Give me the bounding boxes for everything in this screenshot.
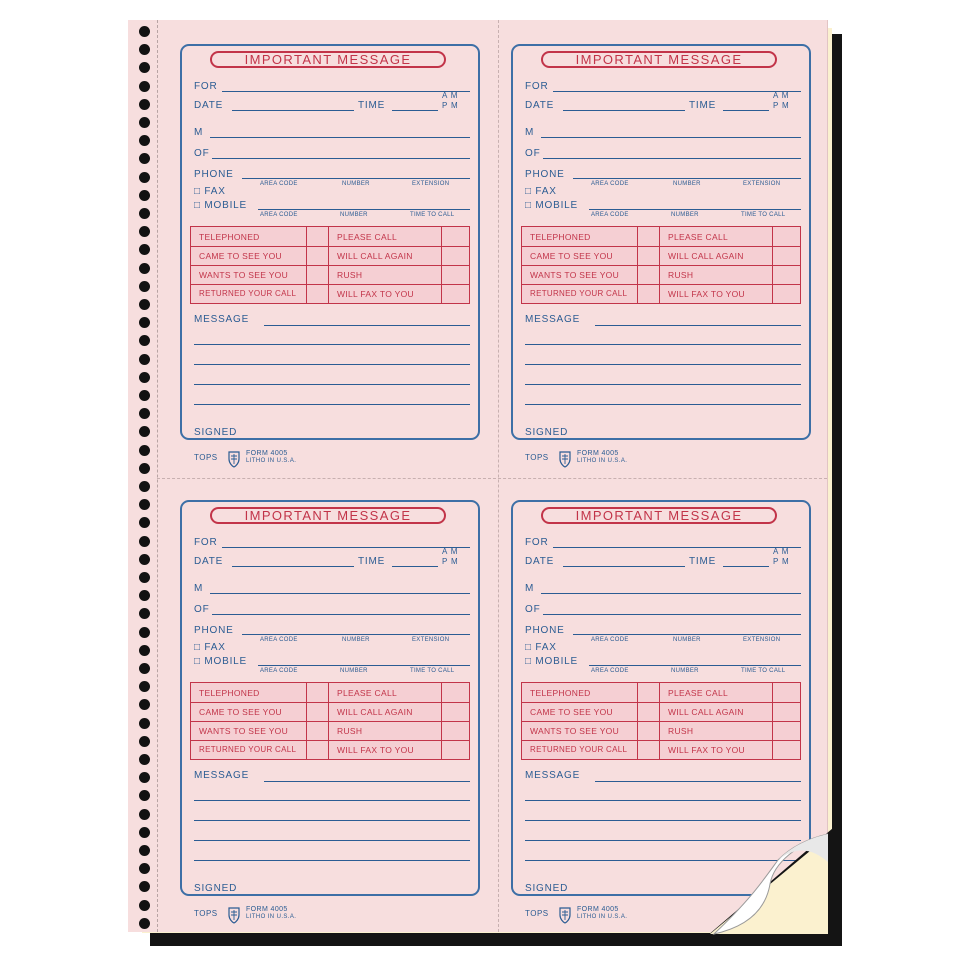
extension-caption: EXTENSION [743, 637, 781, 643]
binding-hole [139, 62, 150, 73]
phone-field[interactable] [242, 634, 470, 635]
binding-hole [139, 208, 150, 219]
message-line[interactable] [194, 840, 470, 841]
signed-label: SIGNED [194, 883, 238, 894]
area-code-caption: AREA CODE [260, 212, 298, 218]
mobile-checkbox-label[interactable]: □ MOBILE [525, 200, 579, 211]
fax-checkbox-label[interactable]: □ FAX [525, 186, 557, 197]
message-label: MESSAGE [194, 314, 250, 325]
message-line[interactable] [595, 325, 801, 326]
will-call-again-checkbox[interactable]: WILL CALL AGAIN [668, 251, 744, 261]
pm-label[interactable]: P M [442, 557, 459, 566]
date-label: DATE [525, 100, 555, 111]
grid-row-divider [191, 246, 469, 247]
binding-hole [139, 372, 150, 383]
date-label: DATE [525, 556, 555, 567]
mobile-checkbox-label[interactable]: □ MOBILE [194, 656, 248, 667]
binding-hole [139, 754, 150, 765]
checkbox-grid [521, 682, 801, 760]
grid-row-divider [191, 740, 469, 741]
message-line[interactable] [264, 325, 470, 326]
binding-hole [139, 390, 150, 401]
binding-hole [139, 354, 150, 365]
returned-call-checkbox[interactable]: RETURNED YOUR CALL [530, 745, 628, 754]
binding-hole [139, 772, 150, 783]
am-label[interactable]: A M [442, 91, 459, 100]
binding-hole [139, 554, 150, 565]
returned-call-checkbox[interactable]: RETURNED YOUR CALL [199, 745, 297, 754]
binding-hole [139, 44, 150, 55]
telephoned-checkbox[interactable]: TELEPHONED [199, 232, 260, 242]
m-label: M [525, 127, 535, 138]
of-field[interactable] [543, 158, 801, 159]
message-line[interactable] [194, 384, 470, 385]
binding-hole [139, 226, 150, 237]
pm-label[interactable]: P M [773, 101, 790, 110]
message-line[interactable] [595, 781, 801, 782]
rush-checkbox[interactable]: RUSH [668, 726, 694, 736]
date-field[interactable] [563, 110, 685, 111]
binding-hole [139, 445, 150, 456]
mobile-field[interactable] [589, 209, 801, 210]
came-to-see-checkbox[interactable]: CAME TO SEE YOU [199, 707, 282, 717]
phone-label: PHONE [194, 169, 234, 180]
slip-title: IMPORTANT MESSAGE [210, 507, 446, 524]
rush-checkbox[interactable]: RUSH [337, 270, 363, 280]
area-code-caption: AREA CODE [591, 212, 629, 218]
phone-field[interactable] [573, 634, 801, 635]
grid-row-divider [522, 284, 800, 285]
checkbox-grid [190, 226, 470, 304]
message-line[interactable] [525, 404, 801, 405]
time-to-call-caption: TIME TO CALL [410, 212, 455, 218]
form-number: FORM 4005 [577, 450, 619, 457]
signed-field[interactable] [250, 436, 470, 437]
of-label: OF [194, 604, 210, 615]
message-line[interactable] [194, 364, 470, 365]
binding-hole [139, 536, 150, 547]
will-call-again-checkbox[interactable]: WILL CALL AGAIN [337, 251, 413, 261]
form-number: FORM 4005 [577, 906, 619, 913]
wants-to-see-checkbox[interactable]: WANTS TO SEE YOU [199, 270, 289, 280]
signed-label: SIGNED [194, 427, 238, 438]
union-label-icon [558, 450, 572, 468]
area-code-caption: AREA CODE [591, 668, 629, 674]
time-label: TIME [358, 100, 386, 111]
grid-row-divider [522, 721, 800, 722]
binding-hole [139, 736, 150, 747]
extension-caption: EXTENSION [412, 181, 450, 187]
phone-label: PHONE [525, 169, 565, 180]
will-call-again-checkbox[interactable]: WILL CALL AGAIN [668, 707, 744, 717]
binding-hole [139, 317, 150, 328]
form-footer [194, 450, 394, 472]
am-label[interactable]: A M [773, 547, 790, 556]
fax-checkbox-label[interactable]: □ FAX [525, 642, 557, 653]
message-line[interactable] [264, 781, 470, 782]
pm-label[interactable]: P M [773, 557, 790, 566]
for-label: FOR [525, 81, 549, 92]
extension-caption: EXTENSION [743, 181, 781, 187]
binding-hole [139, 499, 150, 510]
fax-checkbox-label[interactable]: □ FAX [194, 186, 226, 197]
mobile-checkbox-label[interactable]: □ MOBILE [194, 200, 248, 211]
returned-call-checkbox[interactable]: RETURNED YOUR CALL [199, 289, 297, 298]
grid-row-divider [522, 702, 800, 703]
of-label: OF [525, 604, 541, 615]
please-call-checkbox[interactable]: PLEASE CALL [337, 688, 397, 698]
area-code-caption: AREA CODE [260, 181, 298, 187]
brand-mark: TOPS [525, 909, 549, 918]
came-to-see-checkbox[interactable]: CAME TO SEE YOU [199, 251, 282, 261]
form-footer [194, 906, 394, 928]
grid-row-divider [522, 265, 800, 266]
mobile-field[interactable] [589, 665, 801, 666]
binding-hole [139, 608, 150, 619]
for-field[interactable] [553, 547, 801, 548]
phone-label: PHONE [525, 625, 565, 636]
m-label: M [194, 583, 204, 594]
brand-mark: TOPS [194, 909, 218, 918]
litho-mark: LITHO IN U.S.A. [577, 458, 628, 464]
message-slip [511, 44, 811, 474]
please-call-checkbox[interactable]: PLEASE CALL [668, 688, 728, 698]
union-label-icon [227, 450, 241, 468]
date-label: DATE [194, 100, 224, 111]
area-code-caption: AREA CODE [260, 668, 298, 674]
binding-hole [139, 663, 150, 674]
horizontal-perforation [157, 478, 827, 479]
binding-hole [139, 590, 150, 601]
checkbox-grid [521, 226, 801, 304]
phone-field[interactable] [573, 178, 801, 179]
union-label-icon [558, 906, 572, 924]
am-label[interactable]: A M [773, 91, 790, 100]
page-curl-icon[interactable] [700, 822, 840, 942]
of-field[interactable] [543, 614, 801, 615]
time-field[interactable] [392, 566, 438, 567]
message-label: MESSAGE [194, 770, 250, 781]
message-line[interactable] [525, 364, 801, 365]
of-label: OF [525, 148, 541, 159]
binding-hole [139, 681, 150, 692]
form-footer [525, 450, 725, 472]
binding-hole [139, 517, 150, 528]
binding-hole [139, 845, 150, 856]
date-field[interactable] [563, 566, 685, 567]
binding-hole [139, 426, 150, 437]
binding-hole [139, 863, 150, 874]
binding-hole [139, 299, 150, 310]
telephoned-checkbox[interactable]: TELEPHONED [530, 688, 591, 698]
grid-row-divider [191, 284, 469, 285]
for-field[interactable] [222, 91, 470, 92]
area-code-caption: AREA CODE [591, 181, 629, 187]
message-slip [180, 44, 480, 474]
date-field[interactable] [232, 566, 354, 567]
message-slip [180, 500, 480, 930]
litho-mark: LITHO IN U.S.A. [246, 914, 297, 920]
binding-hole [139, 790, 150, 801]
binding-hole [139, 335, 150, 346]
message-line[interactable] [194, 800, 470, 801]
date-field[interactable] [232, 110, 354, 111]
binding-hole [139, 463, 150, 474]
message-line[interactable] [194, 344, 470, 345]
litho-mark: LITHO IN U.S.A. [246, 458, 297, 464]
number-caption: NUMBER [671, 212, 699, 218]
number-caption: NUMBER [342, 637, 370, 643]
returned-call-checkbox[interactable]: RETURNED YOUR CALL [530, 289, 628, 298]
binding-hole [139, 263, 150, 274]
binding-hole [139, 627, 150, 638]
slip-title: IMPORTANT MESSAGE [541, 507, 777, 524]
grid-row-divider [522, 740, 800, 741]
signed-label: SIGNED [525, 883, 569, 894]
for-label: FOR [525, 537, 549, 548]
area-code-caption: AREA CODE [591, 637, 629, 643]
message-line[interactable] [525, 820, 801, 821]
time-label: TIME [689, 556, 717, 567]
grid-row-divider [191, 265, 469, 266]
will-fax-checkbox[interactable]: WILL FAX TO YOU [668, 745, 745, 755]
area-code-caption: AREA CODE [260, 637, 298, 643]
rush-checkbox[interactable]: RUSH [337, 726, 363, 736]
message-book-page [128, 20, 828, 932]
number-caption: NUMBER [671, 668, 699, 674]
pm-label[interactable]: P M [442, 101, 459, 110]
binding-hole [139, 117, 150, 128]
number-caption: NUMBER [340, 212, 368, 218]
telephoned-checkbox[interactable]: TELEPHONED [199, 688, 260, 698]
binding-hole [139, 809, 150, 820]
message-line[interactable] [194, 860, 470, 861]
spiral-binding-holes [136, 22, 154, 930]
binding-hole [139, 408, 150, 419]
for-label: FOR [194, 81, 218, 92]
wants-to-see-checkbox[interactable]: WANTS TO SEE YOU [530, 726, 620, 736]
telephoned-checkbox[interactable]: TELEPHONED [530, 232, 591, 242]
slip-title: IMPORTANT MESSAGE [210, 51, 446, 68]
signed-label: SIGNED [525, 427, 569, 438]
m-field[interactable] [541, 593, 801, 594]
binding-perforation [157, 20, 158, 932]
please-call-checkbox[interactable]: PLEASE CALL [668, 232, 728, 242]
signed-field[interactable] [250, 892, 470, 893]
m-field[interactable] [210, 137, 470, 138]
wants-to-see-checkbox[interactable]: WANTS TO SEE YOU [530, 270, 620, 280]
m-label: M [194, 127, 204, 138]
will-call-again-checkbox[interactable]: WILL CALL AGAIN [337, 707, 413, 717]
binding-hole [139, 81, 150, 92]
binding-hole [139, 135, 150, 146]
date-label: DATE [194, 556, 224, 567]
of-label: OF [194, 148, 210, 159]
binding-hole [139, 26, 150, 37]
number-caption: NUMBER [340, 668, 368, 674]
message-label: MESSAGE [525, 314, 581, 325]
binding-hole [139, 190, 150, 201]
extension-caption: EXTENSION [412, 637, 450, 643]
time-to-call-caption: TIME TO CALL [741, 668, 786, 674]
time-to-call-caption: TIME TO CALL [741, 212, 786, 218]
will-fax-checkbox[interactable]: WILL FAX TO YOU [337, 289, 414, 299]
binding-hole [139, 99, 150, 110]
number-caption: NUMBER [673, 637, 701, 643]
phone-label: PHONE [194, 625, 234, 636]
am-label[interactable]: A M [442, 547, 459, 556]
for-label: FOR [194, 537, 218, 548]
message-line[interactable] [194, 404, 470, 405]
grid-row-divider [522, 246, 800, 247]
will-fax-checkbox[interactable]: WILL FAX TO YOU [337, 745, 414, 755]
for-field[interactable] [553, 91, 801, 92]
form-footer [525, 906, 725, 928]
number-caption: NUMBER [342, 181, 370, 187]
message-label: MESSAGE [525, 770, 581, 781]
message-line[interactable] [194, 820, 470, 821]
binding-hole [139, 918, 150, 929]
of-field[interactable] [212, 614, 470, 615]
came-to-see-checkbox[interactable]: CAME TO SEE YOU [530, 707, 613, 717]
phone-field[interactable] [242, 178, 470, 179]
brand-mark: TOPS [194, 453, 218, 462]
binding-hole [139, 827, 150, 838]
time-to-call-caption: TIME TO CALL [410, 668, 455, 674]
m-field[interactable] [210, 593, 470, 594]
time-field[interactable] [723, 566, 769, 567]
binding-hole [139, 481, 150, 492]
grid-row-divider [191, 721, 469, 722]
will-fax-checkbox[interactable]: WILL FAX TO YOU [668, 289, 745, 299]
signed-field[interactable] [581, 436, 801, 437]
binding-hole [139, 572, 150, 583]
union-label-icon [227, 906, 241, 924]
rush-checkbox[interactable]: RUSH [668, 270, 694, 280]
binding-hole [139, 699, 150, 710]
time-label: TIME [689, 100, 717, 111]
for-field[interactable] [222, 547, 470, 548]
number-caption: NUMBER [673, 181, 701, 187]
of-field[interactable] [212, 158, 470, 159]
binding-hole [139, 172, 150, 183]
litho-mark: LITHO IN U.S.A. [577, 914, 628, 920]
m-field[interactable] [541, 137, 801, 138]
binding-hole [139, 244, 150, 255]
grid-row-divider [191, 702, 469, 703]
message-line[interactable] [525, 344, 801, 345]
time-label: TIME [358, 556, 386, 567]
m-label: M [525, 583, 535, 594]
mobile-field[interactable] [258, 209, 470, 210]
wants-to-see-checkbox[interactable]: WANTS TO SEE YOU [199, 726, 289, 736]
binding-hole [139, 645, 150, 656]
checkbox-grid [190, 682, 470, 760]
slip-title: IMPORTANT MESSAGE [541, 51, 777, 68]
fax-checkbox-label[interactable]: □ FAX [194, 642, 226, 653]
time-field[interactable] [392, 110, 438, 111]
form-number: FORM 4005 [246, 906, 288, 913]
binding-hole [139, 281, 150, 292]
message-line[interactable] [525, 384, 801, 385]
came-to-see-checkbox[interactable]: CAME TO SEE YOU [530, 251, 613, 261]
message-line[interactable] [525, 800, 801, 801]
binding-hole [139, 153, 150, 164]
mobile-checkbox-label[interactable]: □ MOBILE [525, 656, 579, 667]
binding-hole [139, 718, 150, 729]
form-number: FORM 4005 [246, 450, 288, 457]
mobile-field[interactable] [258, 665, 470, 666]
brand-mark: TOPS [525, 453, 549, 462]
please-call-checkbox[interactable]: PLEASE CALL [337, 232, 397, 242]
binding-hole [139, 900, 150, 911]
binding-hole [139, 881, 150, 892]
time-field[interactable] [723, 110, 769, 111]
vertical-perforation [498, 20, 499, 932]
